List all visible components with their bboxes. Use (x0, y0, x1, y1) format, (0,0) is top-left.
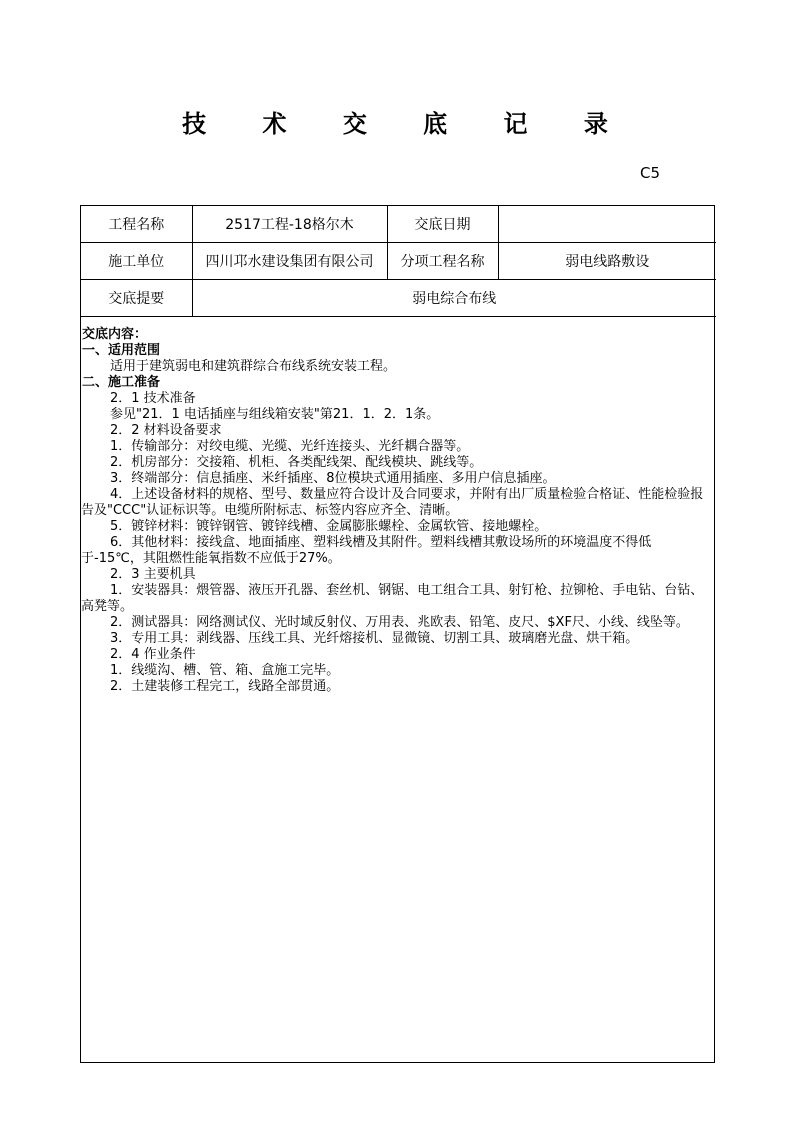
list-item: 3．终端部分：信息插座、米纤插座、8位模块式通用插座、多用户信息插座。 (110, 471, 556, 486)
paragraph: 参见"21．1 电话插座与组线箱安装"第21．1．2．1条。 (110, 407, 440, 422)
section-heading: 二、施工准备 (82, 375, 161, 390)
summary-label: 交底提要 (81, 280, 192, 317)
table-row (81, 243, 716, 280)
subsection-heading: 2．4 作业条件 (110, 647, 196, 662)
subsection-heading: 2．2 材料设备要求 (110, 423, 222, 438)
list-item: 1．线缆沟、槽、管、箱、盒施工完毕。 (110, 663, 340, 678)
summary-value: 弱电综合布线 (192, 280, 716, 317)
list-item: 6．其他材料：接线盒、地面插座、塑料线槽及其附件。塑料线槽其敷设场所的环境温度不得低于-15℃，其阻燃性能氧指数不应低于27%。 (81, 535, 652, 566)
date-value (498, 206, 716, 243)
list-item: 3．专用工具：剥线器、压线工具、光纤熔接机、显微镜、切割工具、玻璃磨光盘、烘干箱。 (110, 631, 639, 646)
table-row (81, 280, 716, 317)
list-item: 2．测试器具：网络测试仪、光时域反射仪、万用表、兆欧表、铅笔、皮尺、$XF尺、小线、线坠等。 (110, 615, 689, 630)
content-heading: 交底内容： (82, 327, 148, 342)
paragraph: 适用于建筑弱电和建筑群综合布线系统安装工程。 (110, 359, 397, 374)
list-item: 5．镀锌材料：镀锌钢管、镀锌线槽、金属膨胀螺栓、金属软管、接地螺栓。 (110, 519, 548, 534)
project-name-label: 工程名称 (81, 206, 192, 243)
page-title: 技 术 交 底 记 录 (182, 109, 632, 138)
disclosure-form (80, 205, 715, 1063)
subsection-heading: 2．1 技术准备 (110, 391, 196, 406)
contractor-value: 四川邛水建设集团有限公司 (192, 243, 387, 280)
list-item: 1．安装器具：煨管器、液压开孔器、套丝机、钢锯、电工组合工具、射钉枪、拉铆枪、手电钻、台钻、高凳等。 (81, 583, 704, 614)
subproject-value: 弱电线路敷设 (498, 243, 716, 280)
date-label: 交底日期 (387, 206, 498, 243)
subproject-label: 分项工程名称 (387, 243, 498, 280)
disclosure-content (81, 317, 714, 695)
subsection-heading: 2．3 主要机具 (110, 567, 196, 582)
info-table (81, 206, 716, 317)
contractor-label: 施工单位 (81, 243, 192, 280)
list-item: 2．土建装修工程完工，线路全部贯通。 (110, 679, 340, 694)
list-item: 2．机房部分：交接箱、机柜、各类配线架、配线模块、跳线等。 (110, 455, 483, 470)
form-code: C5 (640, 164, 661, 182)
project-name-value: 2517工程-18格尔木 (192, 206, 387, 243)
list-item: 1．传输部分：对绞电缆、光缆、光纤连接头、光纤耦合器等。 (110, 439, 470, 454)
list-item: 4．上述设备材料的规格、型号、数量应符合设计及合同要求，并附有出厂质量检验合格证、性能检验报告及"CCC"认证标识等。电缆所附标志、标签内容应齐全、清晰。 (81, 487, 704, 518)
table-row (81, 206, 716, 243)
section-heading: 一、适用范围 (82, 343, 161, 358)
